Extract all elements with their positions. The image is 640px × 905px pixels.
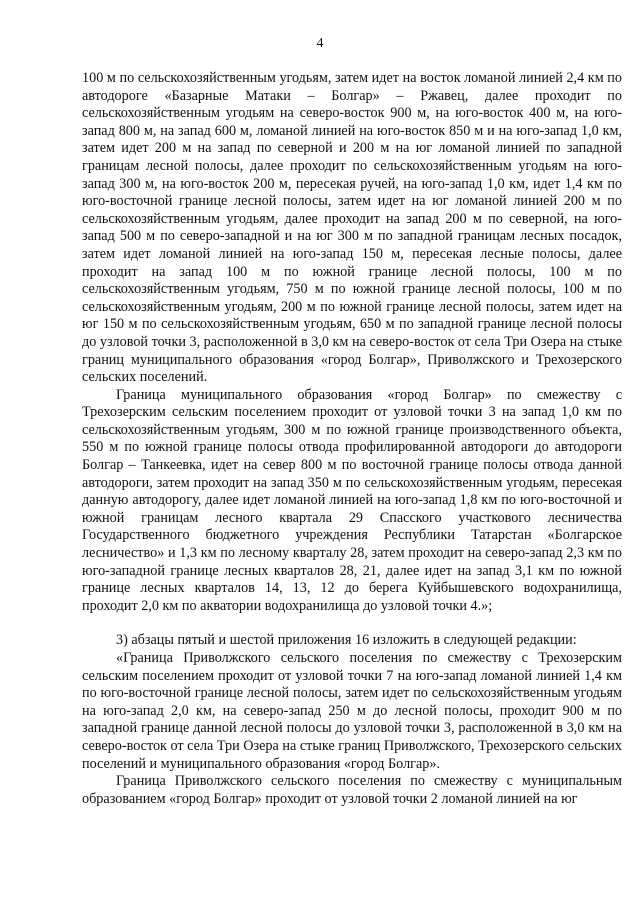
paragraph-privolzhsk-bolgar-boundary: Граница Приволжского сельского поселения по смежеству с муниципальным образованием «город Болгар» проходит от узловой точки 2 ломаной линией на юг: [82, 773, 622, 807]
paragraph-bolgar-trekhozersk-boundary: Граница муниципального образования «город Болгар» по смежеству с Трехозерским сельским поселением проходит от узловой точки 3 на запад 1,0 км по сельскохозяйственным угодьям, 300 м по южной границе производственного объекта, 550 м по южной границе полосы отвода профилированной автодороги до автодороги Болгар – Танкеевка, идет на север 800 м по восточной границе полосы отвода данной автодороги, затем проходит на запад 350 м по сельскохозяйственным угодьям, пересекая данную автодорогу, далее идет ломаной линией на юго-запад 1,8 км по юго-восточной и южной границам лесного квартала 29 Спасского участкового лесничества Государственного бюджетного учреждения Республики Татарстан «Болгарское лесничество» и 1,3 км по лесному кварталу 28, затем проходит на северо-запад 2,3 км по юго-западной границе лесных кварталов 28, 21, далее идет на запад 3,1 км по южной границе лесных кварталов 14, 13, 12 до берега Куйбышевского водохранилища, проходит 2,0 км по акватории водохранилища до узловой точки 4.»;: [82, 386, 622, 614]
document-body: [82, 70, 622, 808]
page-number: 4: [316, 36, 324, 51]
paragraph-amendment-item-3: 3) абзацы пятый и шестой приложения 16 изложить в следующей редакции:: [116, 632, 577, 649]
paragraph-privolzhsk-trekhozersk-boundary: «Граница Приволжского сельского поселения по смежеству с Трехозерским сельским поселением проходит от узловой точки 7 на юго-запад ломаной линией 1,4 км по юго-восточной границе лесной полосы, затем идет по сельскохозяйственным угодьям на юго-запад 2,0 км, на северо-запад 250 м до лесной полосы, проходит 900 м по западной границе данной лесной полосы до узловой точки 3, расположенной в 3,0 км на северо-восток от села Три Озера на стыке границ Приволжского, Трехозерского сельских поселений и муниципального образования «город Болгар».: [82, 650, 622, 772]
paragraph-boundary-continuation: 100 м по сельскохозяйственным угодьям, затем идет на восток ломаной линией 2,4 км по автодороге «Базарные Матаки – Болгар» – Ржавец, далее проходит по сельскохозяйственным угодьям на северо-восток 900 м, на юго-восток 400 м, на юго-запад 800 м, на запад 600 м, ломаной линией на юго-восток 850 м и на юго-запад 1,0 км, затем идет 200 м на запад по северной и 200 м на юг ломаной линией по западной границам лесной полосы, далее проходит по сельскохозяйственным угодьям на юго-запад 300 м, на юго-восток 200 м, пересекая ручей, на юго-запад 1,0 км, идет 1,4 км по юго-восточной границе лесной полосы, затем идет на юг ломаной линией 200 м по сельскохозяйственным угодьям, далее проходит на запад 200 м по северной, на юго-запад 500 м по северо-западной и на юг 300 м по западной границам лесных посадок, затем идет ломаной линией на юго-запад 150 м, пересекая лесные полосы, далее проходит на запад 100 м по южной границе лесной полосы, 100 м по сельскохозяйственным угодьям, 750 м по южной границе лесной полосы, 100 м по сельскохозяйственным угодьям, 200 м по южной границе лесной полосы, затем идет на юг 150 м по сельскохозяйственным угодьям, 650 м по западной границе лесной полосы до узловой точки 3, расположенной в 3,0 км на северо-восток от села Три Озера на стыке границ муниципального образования «город Болгар», Приволжского и Трехозерского сельских поселений.: [82, 70, 622, 386]
